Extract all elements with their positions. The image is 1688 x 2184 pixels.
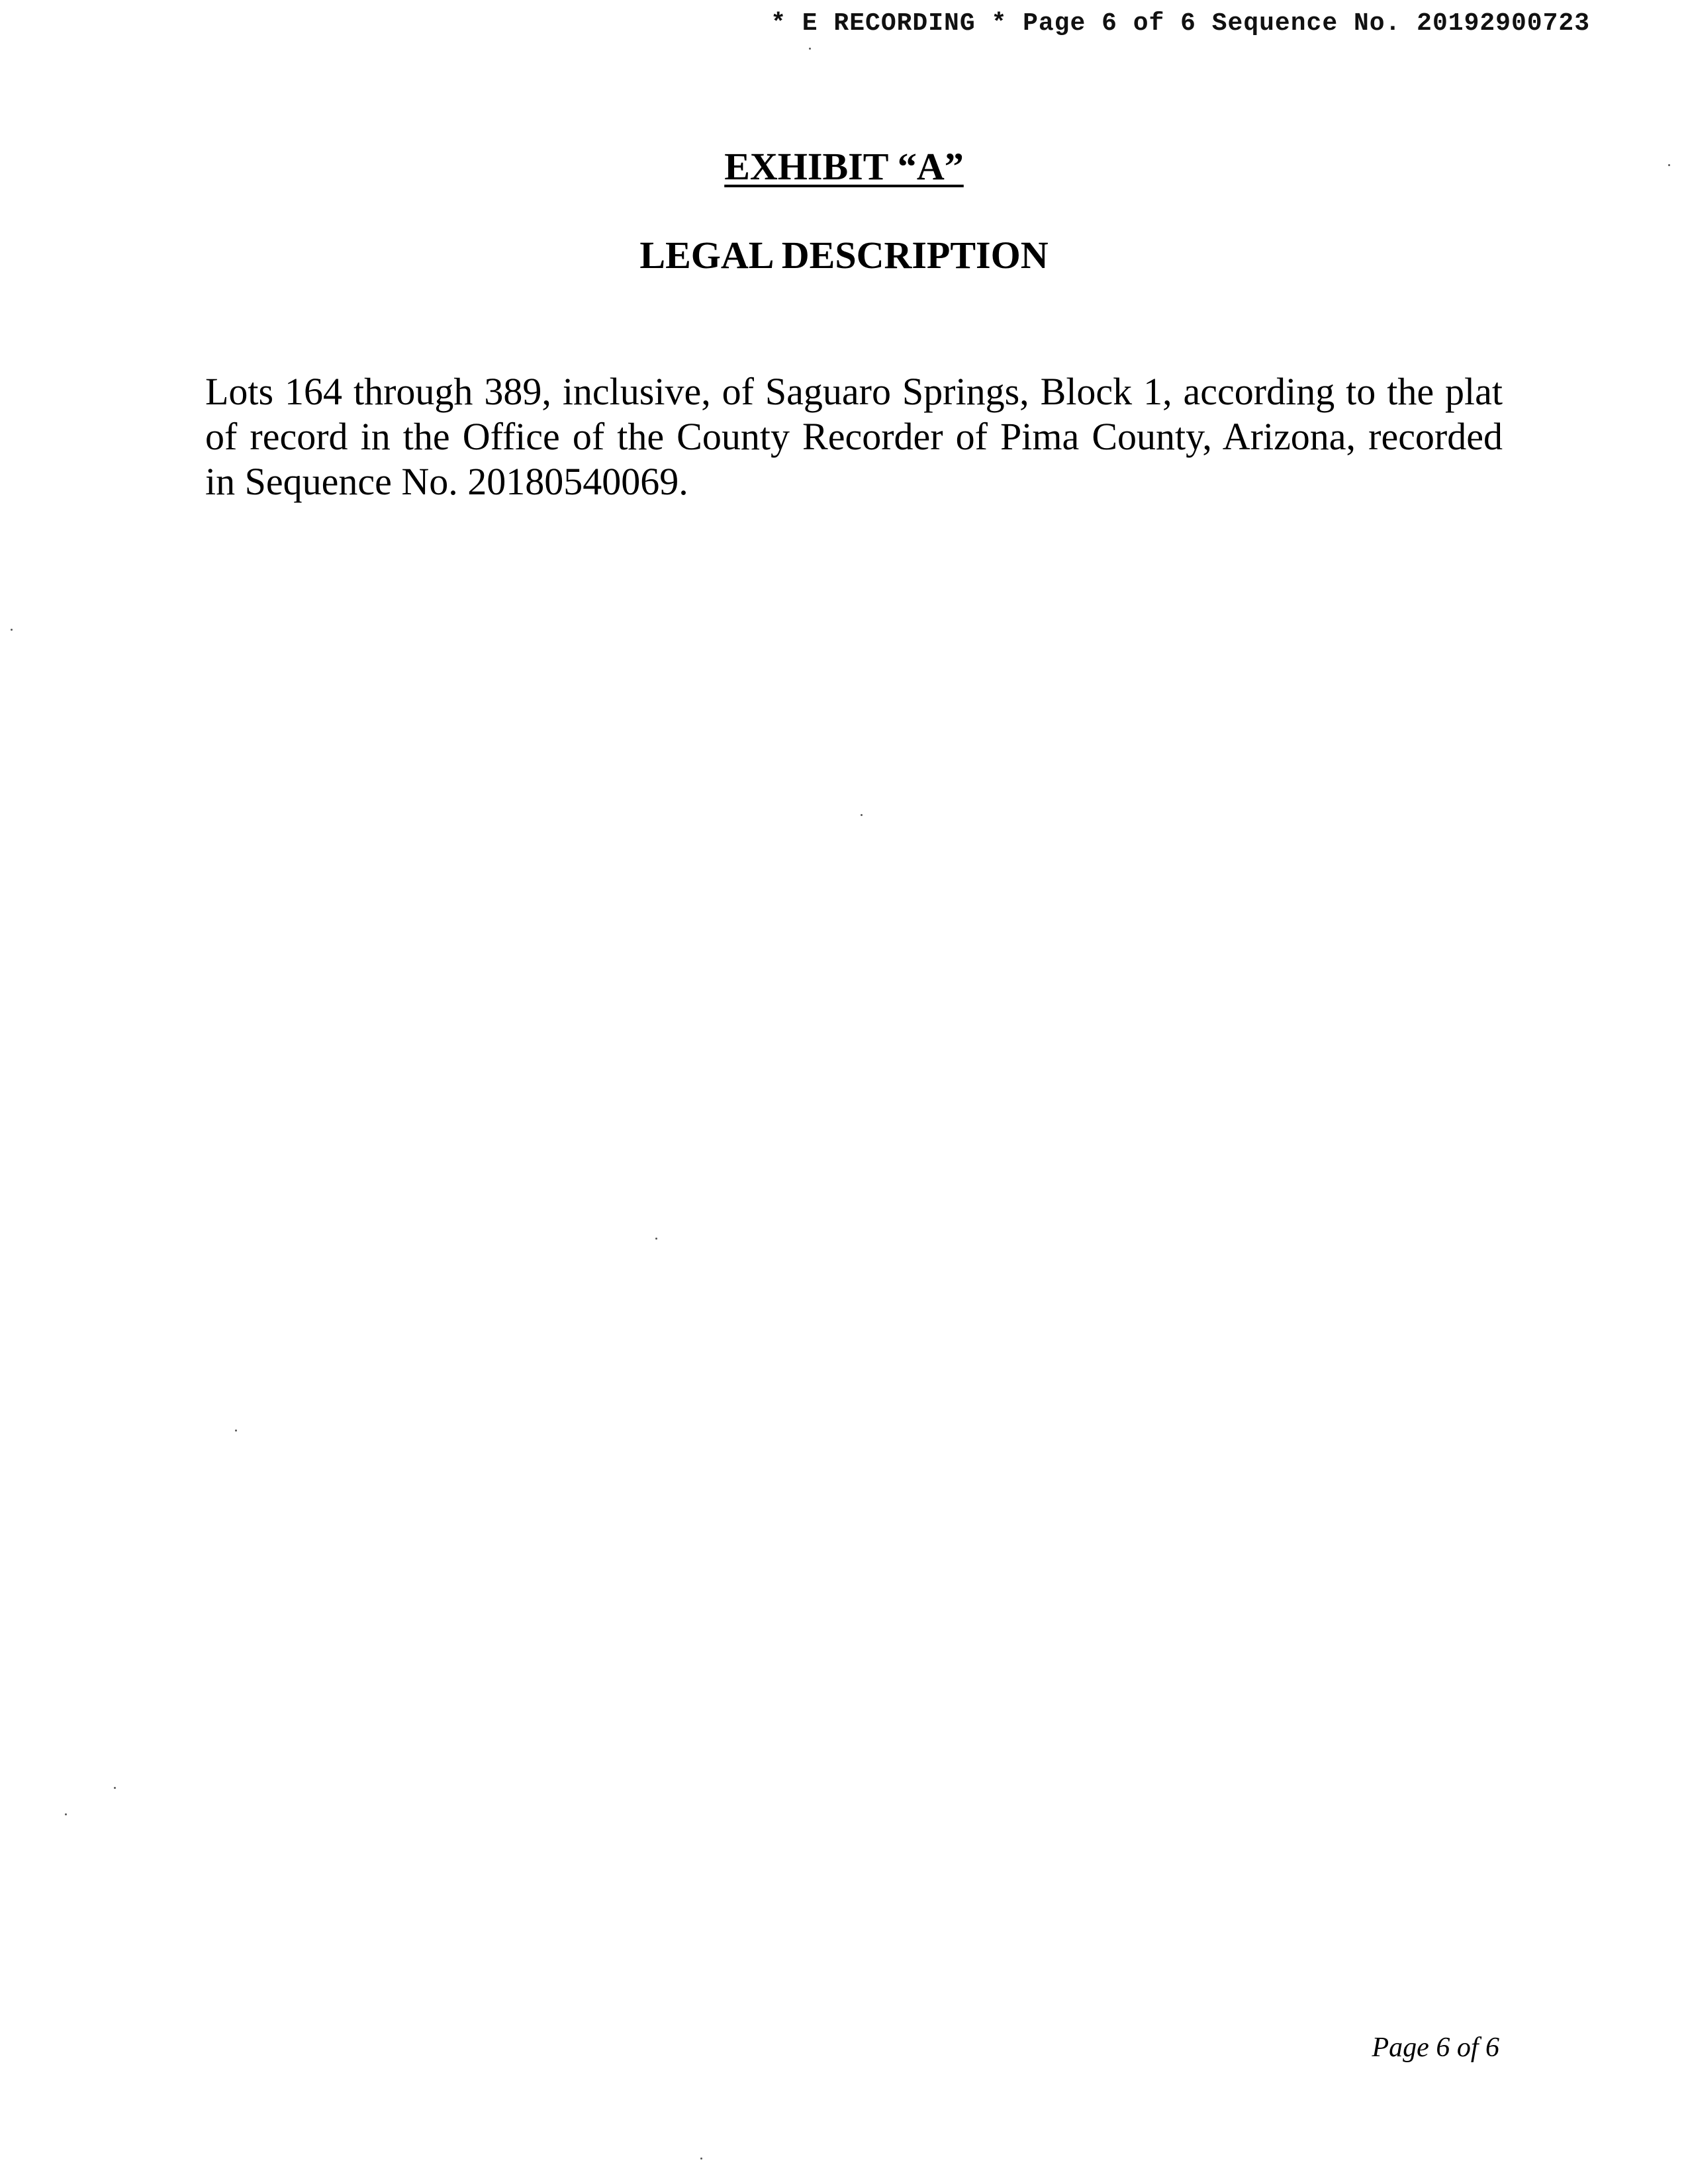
scan-speck — [114, 1787, 116, 1789]
section-title: LEGAL DESCRIPTION — [639, 234, 1049, 277]
legal-description-paragraph: Lots 164 through 389, inclusive, of Saguaro Springs, Block 1, according to the plat of record in the Office of the County Recorder of Pima County, Arizona, recorded in Sequence No. 20180540069. — [205, 370, 1503, 503]
scan-speck — [235, 1430, 237, 1432]
exhibit-title — [0, 144, 1688, 189]
exhibit-title-text: EXHIBIT “A” — [724, 145, 964, 188]
page-number: Page 6 of 6 — [1372, 2032, 1499, 2063]
scan-speck — [809, 48, 811, 50]
recording-stamp: * E RECORDING * Page 6 of 6 Sequence No. 20192900723 — [771, 9, 1590, 38]
scan-speck — [861, 814, 863, 816]
scan-speck — [700, 2158, 702, 2160]
scan-speck — [1668, 164, 1670, 166]
scan-speck — [655, 1238, 657, 1240]
scan-speck — [65, 1813, 67, 1815]
scan-speck — [11, 629, 13, 631]
